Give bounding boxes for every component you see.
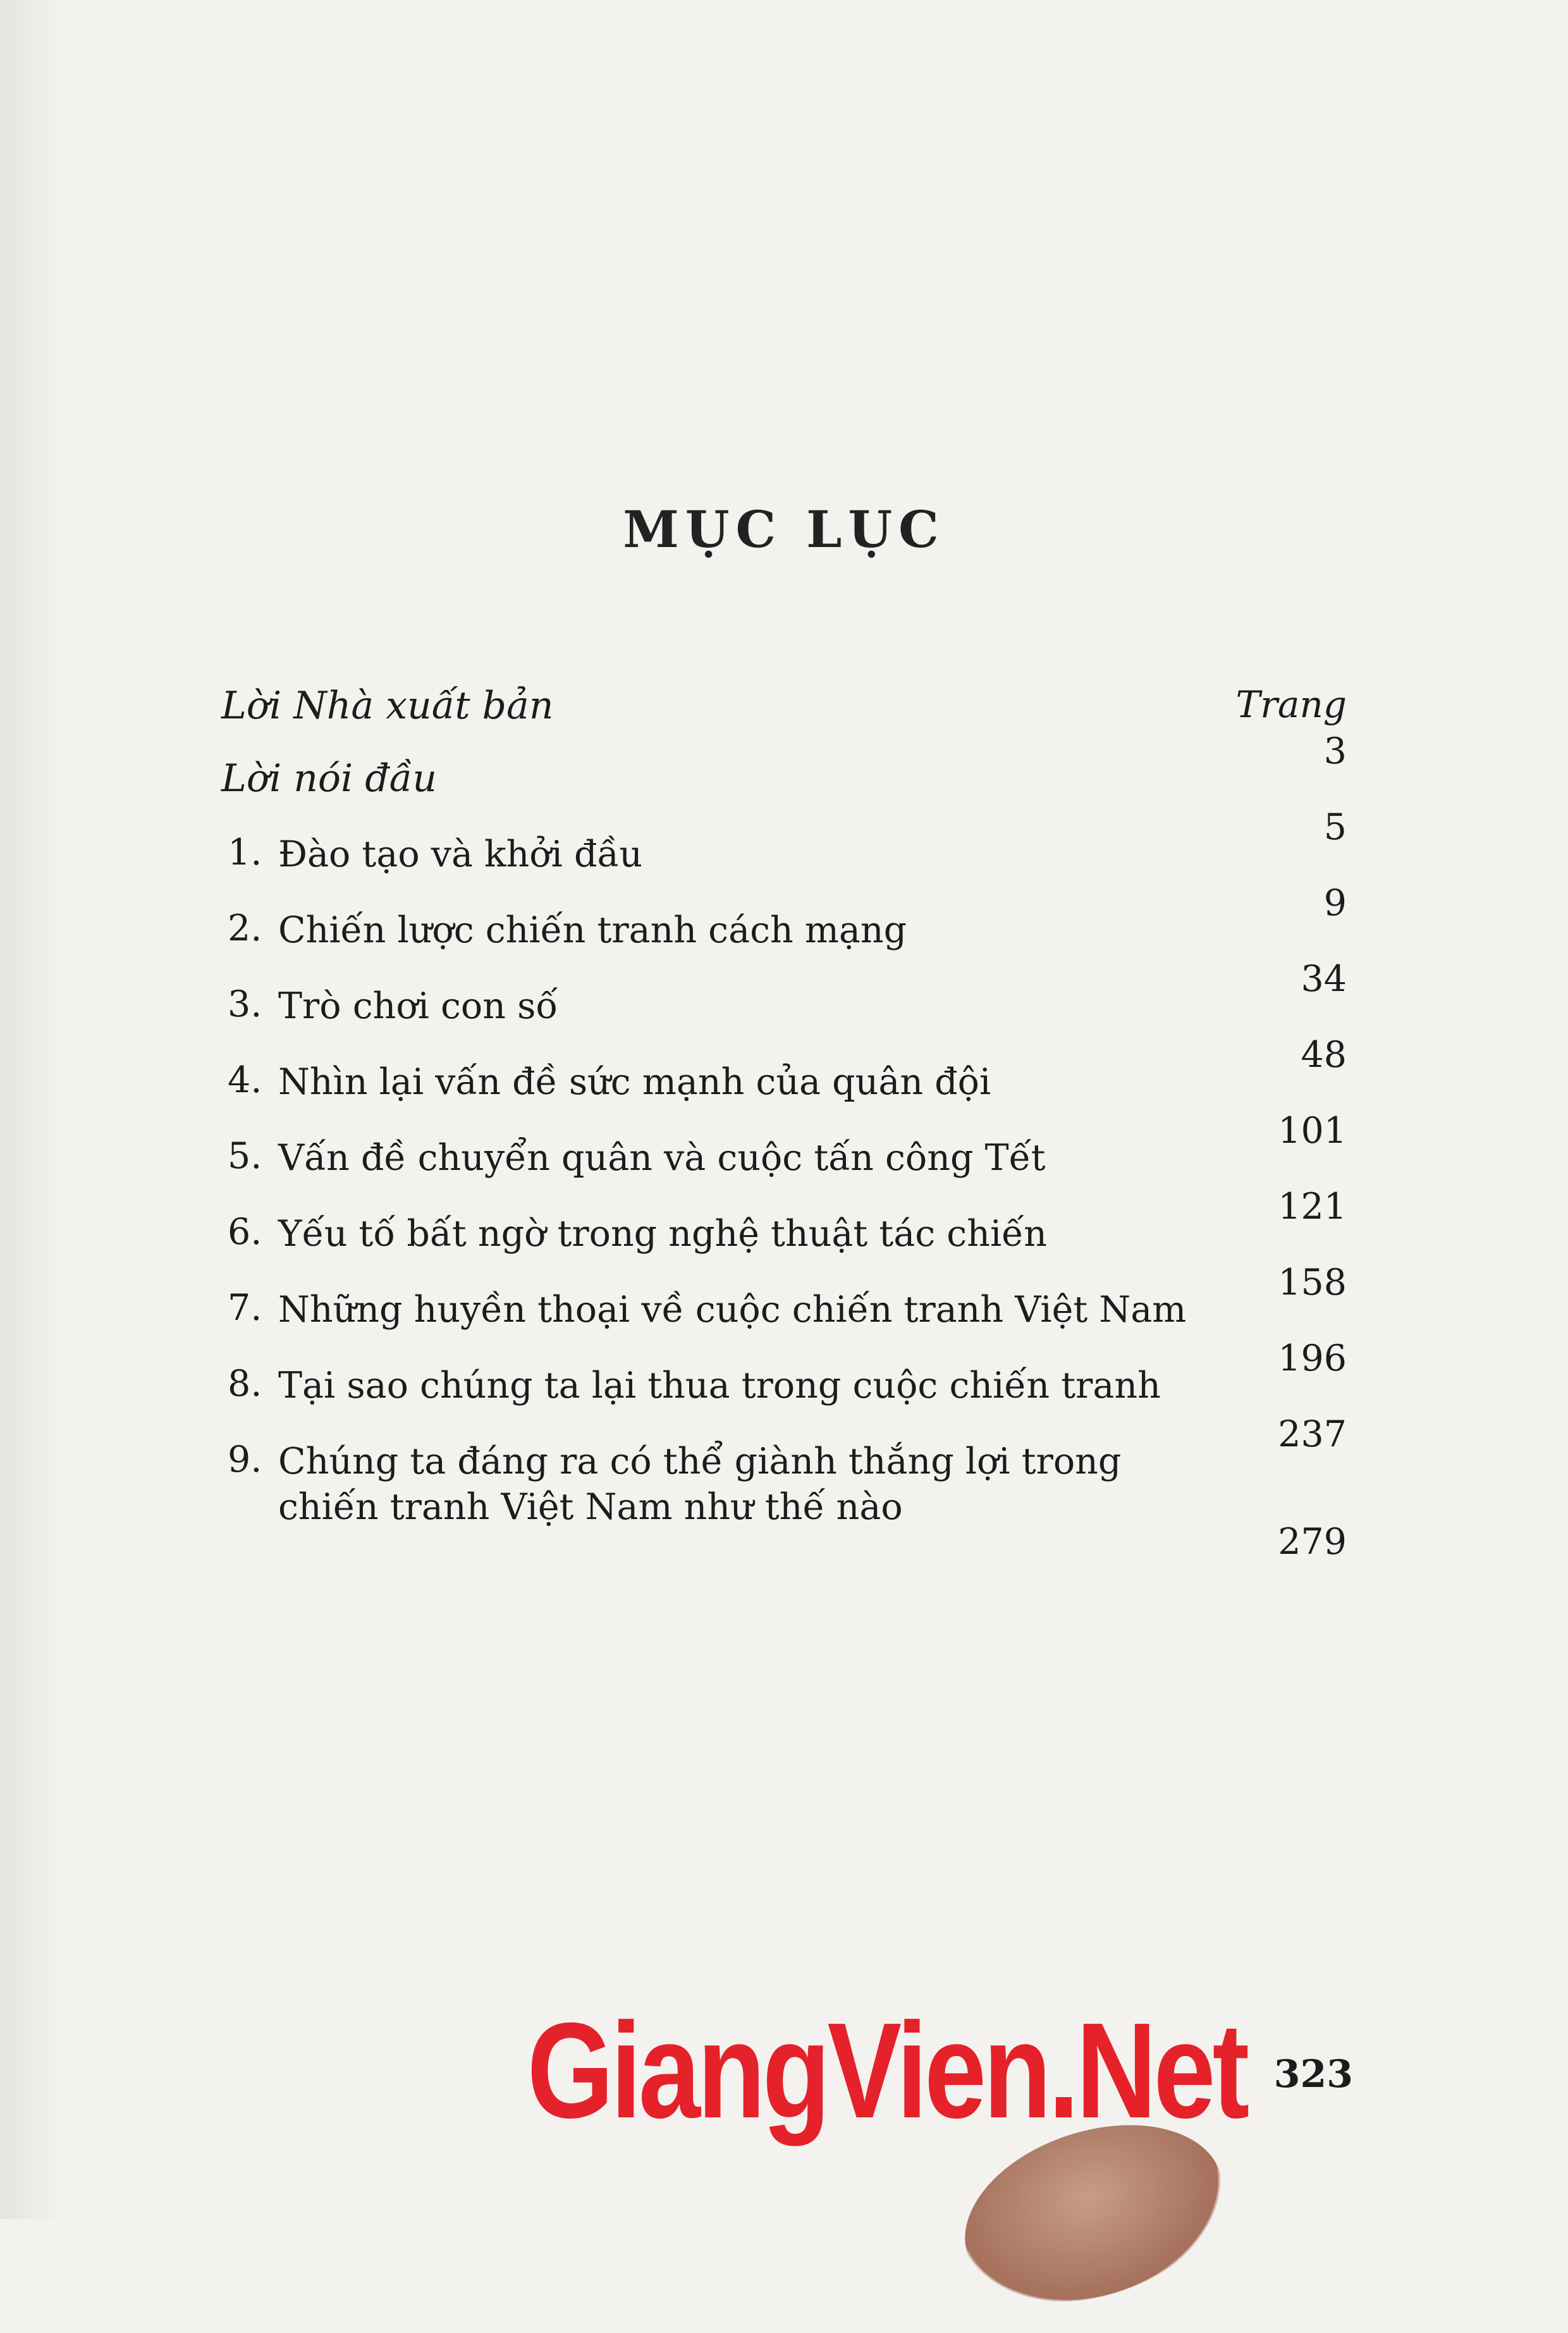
toc-entry-text: Lời nói đầu (221, 756, 438, 801)
toc-entry-text: Đào tạo và khởi đầu (278, 834, 643, 875)
watermark-logo: GiangVien.Net (527, 1994, 1247, 2146)
toc-entry-number: 8. (228, 1363, 262, 1405)
toc-entry-text: Tại sao chúng ta lại thua trong cuộc chiến tranh (278, 1365, 1161, 1407)
toc-entry-number: 1. (228, 832, 262, 873)
toc-entry-number: 4. (228, 1059, 262, 1101)
toc-entry-text: Vấn đề chuyển quân và cuộc tấn công Tết (278, 1137, 1046, 1179)
toc-entry-text: Yếu tố bất ngờ trong nghệ thuật tác chiến (278, 1213, 1047, 1255)
toc-entry-number: 2. (228, 908, 262, 949)
page-title: MỤC LỤC (623, 500, 945, 559)
page-column-header: Trang (1235, 683, 1347, 726)
toc-entry-text: Chiến lược chiến tranh cách mạng (278, 909, 907, 951)
toc-entry-page: 121 (1278, 1186, 1347, 1228)
toc-entry-text: Chúng ta đáng ra có thể giành thắng lợi trong chiến tranh Việt Nam như thế nào (278, 1441, 1122, 1528)
toc-entry-number: 7. (228, 1287, 262, 1329)
toc-entry-page: 279 (1278, 1521, 1347, 1563)
toc-entry-text: Nhìn lại vấn đề sức mạnh của quân đội (278, 1061, 991, 1103)
toc-entry-page: 3 (1323, 730, 1347, 772)
page-edge (0, 0, 63, 2219)
toc-entry-number: 3. (228, 983, 262, 1025)
toc-entry-page: 34 (1301, 958, 1347, 1000)
toc-entry-page: 48 (1301, 1034, 1347, 1076)
toc-entry-number: 6. (228, 1211, 262, 1253)
toc-entry-page: 196 (1278, 1338, 1347, 1379)
toc-entry-text: Trò chơi con số (278, 985, 558, 1027)
toc-entry-number: 9. (228, 1439, 262, 1480)
toc-entry-number: 5. (228, 1135, 262, 1177)
footer-page-number: 323 (1273, 2052, 1353, 2096)
toc-entry-page: 5 (1323, 806, 1347, 848)
toc-entry-page: 9 (1323, 882, 1347, 924)
toc-entry-text: Những huyền thoại về cuộc chiến tranh Việt Nam (278, 1289, 1187, 1331)
toc-entry-text: Lời Nhà xuất bản (221, 684, 554, 728)
toc-entry-page: 101 (1278, 1110, 1347, 1152)
toc-entry-page: 158 (1278, 1262, 1347, 1303)
toc-entry-page: 237 (1278, 1413, 1347, 1455)
